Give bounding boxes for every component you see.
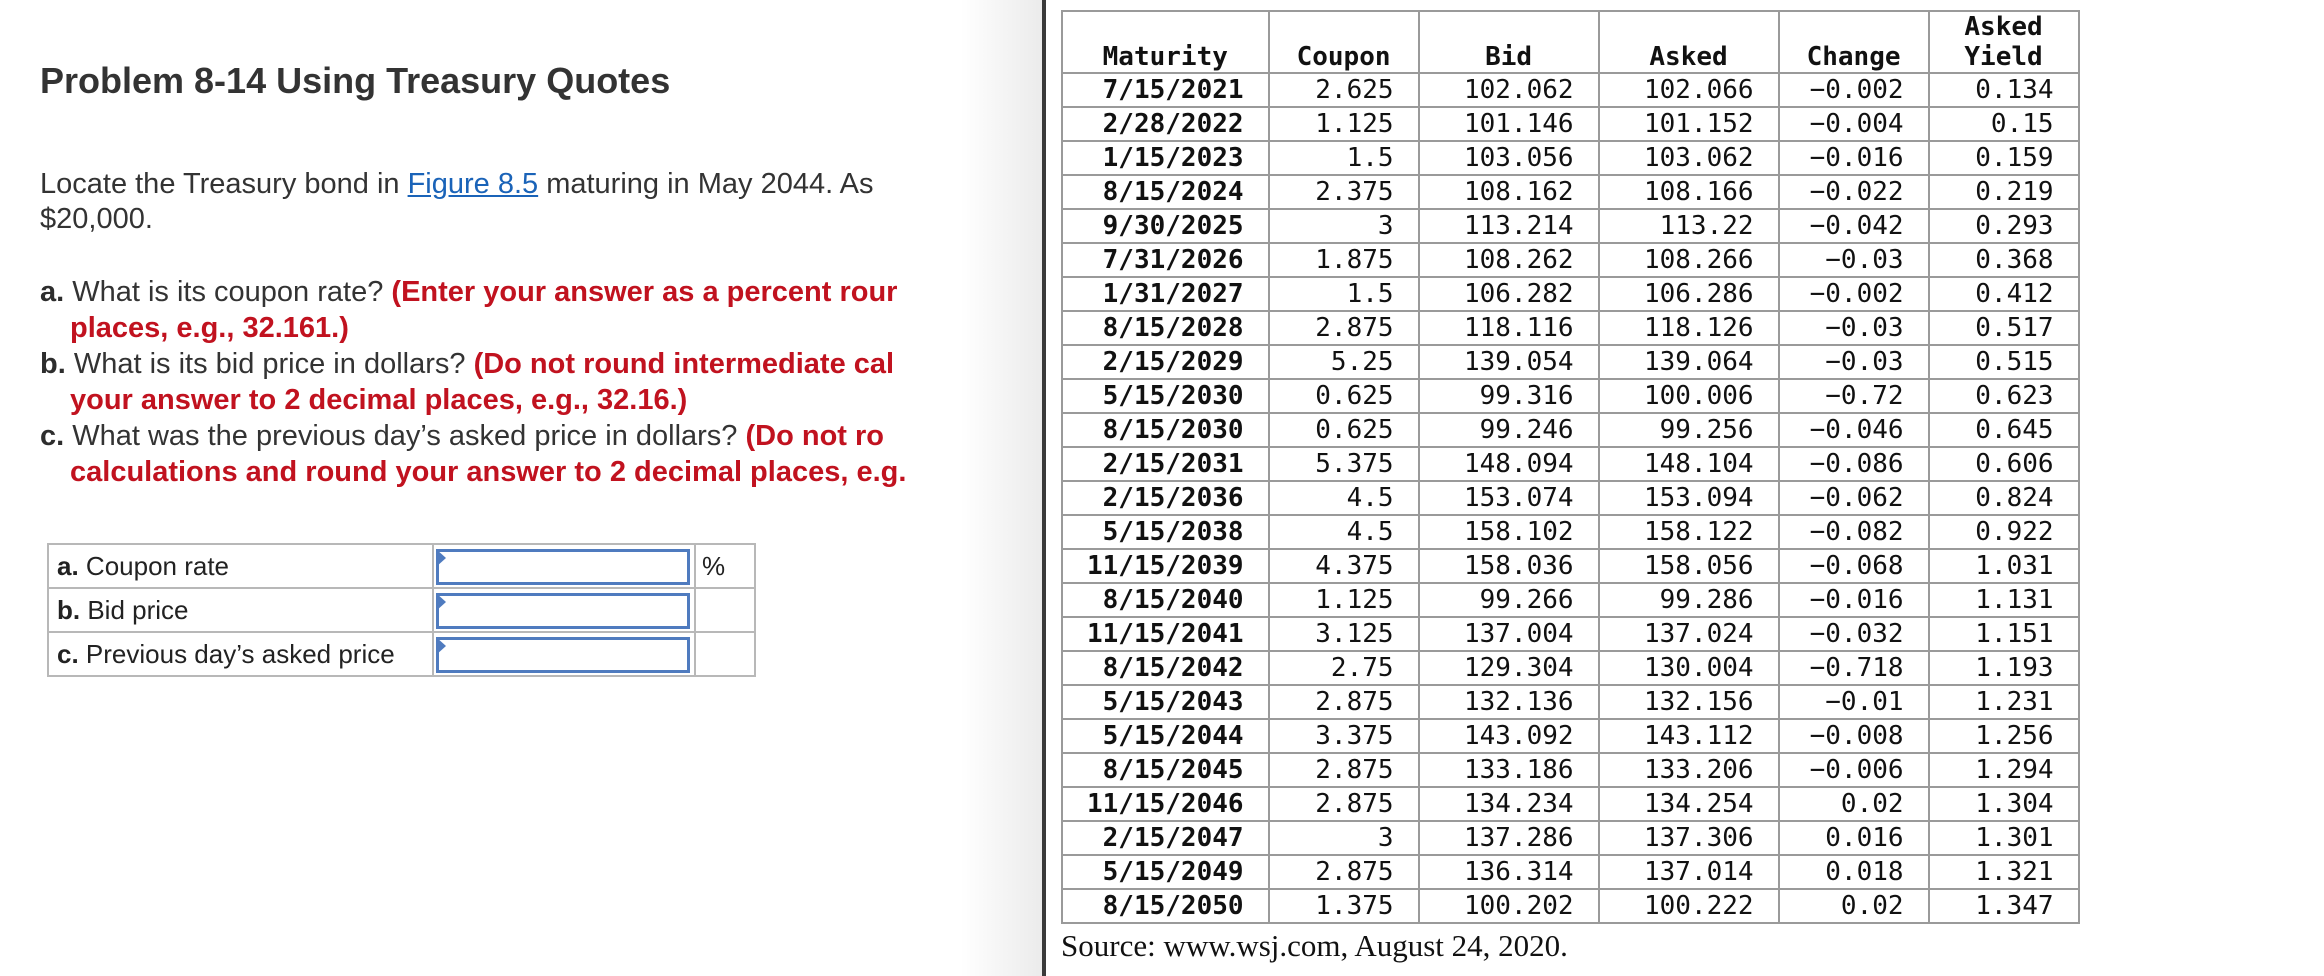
asked-yield-cell: 0.15 (1929, 107, 2079, 141)
input-marker-icon (436, 593, 446, 611)
change-cell: 0.02 (1779, 787, 1929, 821)
change-cell: −0.016 (1779, 583, 1929, 617)
question-a-instruction: (Enter your answer as a percent rour (391, 276, 898, 308)
problem-panel (0, 0, 1045, 976)
bid-cell: 139.054 (1419, 345, 1599, 379)
change-cell: −0.004 (1779, 107, 1929, 141)
change-cell: −0.032 (1779, 617, 1929, 651)
answer-row-coupon-rate (48, 544, 755, 588)
asked-cell: 99.256 (1599, 413, 1779, 447)
asked-cell: 101.152 (1599, 107, 1779, 141)
asked-yield-cell: 0.515 (1929, 345, 2079, 379)
quotes-body (1062, 73, 2079, 923)
change-cell: 0.018 (1779, 855, 1929, 889)
bid-price-unit (695, 588, 755, 632)
asked-cell: 143.112 (1599, 719, 1779, 753)
asked-cell: 106.286 (1599, 277, 1779, 311)
coupon-cell: 2.875 (1269, 855, 1419, 889)
change-cell: −0.086 (1779, 447, 1929, 481)
coupon-cell: 4.5 (1269, 481, 1419, 515)
answer-row-bid-price (48, 588, 755, 632)
asked-cell: 118.126 (1599, 311, 1779, 345)
change-cell: −0.002 (1779, 73, 1929, 107)
figure-link[interactable]: Figure 8.5 (407, 168, 539, 200)
maturity-cell: 2/28/2022 (1062, 107, 1269, 141)
asked-cell: 100.006 (1599, 379, 1779, 413)
table-row (1062, 583, 2079, 617)
question-c-instruction-cont: calculations and round your answer to 2 decimal places, e.g. (70, 456, 907, 488)
asked-cell: 153.094 (1599, 481, 1779, 515)
asked-cell: 139.064 (1599, 345, 1779, 379)
asked-yield-cell: 1.031 (1929, 549, 2079, 583)
header-bid: Bid (1419, 11, 1599, 73)
question-b-text: What is its bid price in dollars? (65, 348, 474, 380)
header-asked: Asked (1599, 11, 1779, 73)
maturity-cell: 5/15/2044 (1062, 719, 1269, 753)
coupon-cell: 1.5 (1269, 277, 1419, 311)
maturity-cell: 7/31/2026 (1062, 243, 1269, 277)
coupon-cell: 5.25 (1269, 345, 1419, 379)
maturity-cell: 9/30/2025 (1062, 209, 1269, 243)
asked-cell: 148.104 (1599, 447, 1779, 481)
bid-cell: 101.146 (1419, 107, 1599, 141)
prev-asked-price-input[interactable] (436, 637, 690, 673)
coupon-cell: 0.625 (1269, 413, 1419, 447)
change-cell: −0.72 (1779, 379, 1929, 413)
table-row (1062, 685, 2079, 719)
table-header-row (1062, 11, 2079, 73)
change-cell: 0.02 (1779, 889, 1929, 923)
change-cell: −0.022 (1779, 175, 1929, 209)
change-cell: 0.016 (1779, 821, 1929, 855)
bid-cell: 153.074 (1419, 481, 1599, 515)
asked-yield-cell: 0.412 (1929, 277, 2079, 311)
coupon-cell: 2.375 (1269, 175, 1419, 209)
bid-cell: 136.314 (1419, 855, 1599, 889)
maturity-cell: 5/15/2038 (1062, 515, 1269, 549)
coupon-cell: 1.375 (1269, 889, 1419, 923)
bid-cell: 99.266 (1419, 583, 1599, 617)
asked-yield-cell: 1.256 (1929, 719, 2079, 753)
asked-yield-cell: 0.623 (1929, 379, 2079, 413)
header-maturity: Maturity (1062, 11, 1269, 73)
table-row (1062, 141, 2079, 175)
change-cell: −0.002 (1779, 277, 1929, 311)
coupon-cell: 3.125 (1269, 617, 1419, 651)
table-row (1062, 311, 2079, 345)
table-row (1062, 379, 2079, 413)
treasury-quotes-table (1061, 10, 2080, 924)
coupon-cell: 2.875 (1269, 787, 1419, 821)
change-cell: −0.01 (1779, 685, 1929, 719)
table-row (1062, 787, 2079, 821)
asked-yield-cell: 1.301 (1929, 821, 2079, 855)
bid-cell: 118.116 (1419, 311, 1599, 345)
table-row (1062, 651, 2079, 685)
header-coupon: Coupon (1269, 11, 1419, 73)
maturity-cell: 5/15/2049 (1062, 855, 1269, 889)
coupon-rate-input[interactable] (436, 549, 690, 585)
coupon-cell: 1.5 (1269, 141, 1419, 175)
table-row (1062, 481, 2079, 515)
maturity-cell: 2/15/2036 (1062, 481, 1269, 515)
table-row (1062, 515, 2079, 549)
change-cell: −0.03 (1779, 311, 1929, 345)
bid-cell: 148.094 (1419, 447, 1599, 481)
change-cell: −0.03 (1779, 243, 1929, 277)
page-title: Problem 8-14 Using Treasury Quotes (40, 60, 671, 101)
asked-cell: 113.22 (1599, 209, 1779, 243)
question-b-label: b. (40, 348, 66, 380)
coupon-cell: 2.875 (1269, 753, 1419, 787)
change-cell: −0.082 (1779, 515, 1929, 549)
coupon-cell: 0.625 (1269, 379, 1419, 413)
asked-cell: 137.306 (1599, 821, 1779, 855)
asked-yield-cell: 1.304 (1929, 787, 2079, 821)
change-cell: −0.006 (1779, 753, 1929, 787)
coupon-rate-label: a. Coupon rate (48, 544, 433, 588)
bid-cell: 143.092 (1419, 719, 1599, 753)
coupon-cell: 1.125 (1269, 107, 1419, 141)
bid-cell: 133.186 (1419, 753, 1599, 787)
asked-yield-cell: 0.922 (1929, 515, 2079, 549)
table-row (1062, 447, 2079, 481)
question-a-text: What is its coupon rate? (64, 276, 392, 308)
asked-cell: 130.004 (1599, 651, 1779, 685)
maturity-cell: 8/15/2030 (1062, 413, 1269, 447)
maturity-cell: 2/15/2047 (1062, 821, 1269, 855)
table-row (1062, 617, 2079, 651)
table-row (1062, 107, 2079, 141)
asked-yield-cell: 0.368 (1929, 243, 2079, 277)
asked-cell: 132.156 (1599, 685, 1779, 719)
bid-cell: 158.102 (1419, 515, 1599, 549)
input-marker-icon (436, 549, 446, 567)
header-asked-yield: Asked Yield (1929, 11, 2079, 73)
figure-panel (1046, 0, 2324, 976)
coupon-cell: 2.625 (1269, 73, 1419, 107)
source-note: Source: www.wsj.com, August 24, 2020. (1061, 928, 1568, 963)
bid-cell: 108.162 (1419, 175, 1599, 209)
maturity-cell: 1/15/2023 (1062, 141, 1269, 175)
question-a (40, 274, 897, 310)
question-a-instruction-cont: places, e.g., 32.161.) (70, 312, 349, 344)
answer-table (47, 543, 756, 677)
coupon-cell: 5.375 (1269, 447, 1419, 481)
asked-yield-cell: 1.294 (1929, 753, 2079, 787)
asked-cell: 158.056 (1599, 549, 1779, 583)
change-cell: −0.008 (1779, 719, 1929, 753)
asked-yield-cell: 0.824 (1929, 481, 2079, 515)
bid-cell: 129.304 (1419, 651, 1599, 685)
asked-cell: 108.166 (1599, 175, 1779, 209)
table-row (1062, 209, 2079, 243)
question-c-text: What was the previous day’s asked price in dollars? (64, 420, 746, 452)
prev-asked-price-unit (695, 632, 755, 676)
maturity-cell: 8/15/2050 (1062, 889, 1269, 923)
change-cell: −0.068 (1779, 549, 1929, 583)
table-row (1062, 549, 2079, 583)
maturity-cell: 5/15/2043 (1062, 685, 1269, 719)
table-row (1062, 73, 2079, 107)
table-row (1062, 855, 2079, 889)
coupon-cell: 1.125 (1269, 583, 1419, 617)
asked-yield-cell: 0.606 (1929, 447, 2079, 481)
table-row (1062, 175, 2079, 209)
maturity-cell: 8/15/2045 (1062, 753, 1269, 787)
input-marker-icon (436, 637, 446, 655)
change-cell: −0.718 (1779, 651, 1929, 685)
change-cell: −0.03 (1779, 345, 1929, 379)
table-row (1062, 277, 2079, 311)
asked-yield-cell: 0.219 (1929, 175, 2079, 209)
asked-cell: 103.062 (1599, 141, 1779, 175)
table-row (1062, 413, 2079, 447)
table-row (1062, 821, 2079, 855)
asked-yield-cell: 0.134 (1929, 73, 2079, 107)
asked-yield-cell: 0.293 (1929, 209, 2079, 243)
table-row (1062, 345, 2079, 379)
bid-cell: 158.036 (1419, 549, 1599, 583)
maturity-cell: 8/15/2028 (1062, 311, 1269, 345)
intro-text: Locate the Treasury bond in (40, 168, 408, 200)
asked-yield-cell: 1.131 (1929, 583, 2079, 617)
bid-cell: 132.136 (1419, 685, 1599, 719)
maturity-cell: 11/15/2046 (1062, 787, 1269, 821)
bid-price-label: b. Bid price (48, 588, 433, 632)
question-c-label: c. (40, 420, 65, 452)
bid-cell: 102.062 (1419, 73, 1599, 107)
bid-cell: 137.004 (1419, 617, 1599, 651)
maturity-cell: 7/15/2021 (1062, 73, 1269, 107)
asked-cell: 134.254 (1599, 787, 1779, 821)
maturity-cell: 8/15/2042 (1062, 651, 1269, 685)
asked-cell: 99.286 (1599, 583, 1779, 617)
asked-cell: 137.024 (1599, 617, 1779, 651)
asked-yield-cell: 0.159 (1929, 141, 2079, 175)
asked-cell: 133.206 (1599, 753, 1779, 787)
bid-price-input[interactable] (436, 593, 690, 629)
asked-yield-cell: 1.193 (1929, 651, 2079, 685)
answer-row-prev-asked-price (48, 632, 755, 676)
asked-cell: 108.266 (1599, 243, 1779, 277)
table-row (1062, 889, 2079, 923)
problem-intro-line2: $20,000. (40, 203, 153, 235)
asked-yield-cell: 0.517 (1929, 311, 2079, 345)
bid-cell: 103.056 (1419, 141, 1599, 175)
maturity-cell: 2/15/2029 (1062, 345, 1269, 379)
question-a-label: a. (40, 276, 65, 308)
bid-cell: 106.282 (1419, 277, 1599, 311)
coupon-cell: 3 (1269, 209, 1419, 243)
panel-shadow (960, 0, 1042, 976)
maturity-cell: 2/15/2031 (1062, 447, 1269, 481)
asked-yield-cell: 1.347 (1929, 889, 2079, 923)
change-cell: −0.042 (1779, 209, 1929, 243)
change-cell: −0.016 (1779, 141, 1929, 175)
coupon-cell: 2.875 (1269, 311, 1419, 345)
bid-cell: 137.286 (1419, 821, 1599, 855)
maturity-cell: 11/15/2041 (1062, 617, 1269, 651)
asked-yield-cell: 1.321 (1929, 855, 2079, 889)
question-c-instruction: (Do not ro (745, 420, 885, 452)
question-c (40, 418, 884, 454)
table-row (1062, 753, 2079, 787)
change-cell: −0.046 (1779, 413, 1929, 447)
coupon-cell: 2.875 (1269, 685, 1419, 719)
maturity-cell: 5/15/2030 (1062, 379, 1269, 413)
bid-cell: 113.214 (1419, 209, 1599, 243)
bid-cell: 108.262 (1419, 243, 1599, 277)
asked-cell: 158.122 (1599, 515, 1779, 549)
maturity-cell: 11/15/2039 (1062, 549, 1269, 583)
coupon-cell: 3.375 (1269, 719, 1419, 753)
bid-cell: 99.316 (1419, 379, 1599, 413)
maturity-cell: 8/15/2024 (1062, 175, 1269, 209)
asked-cell: 137.014 (1599, 855, 1779, 889)
coupon-cell: 2.75 (1269, 651, 1419, 685)
percent-unit: % (695, 544, 755, 588)
asked-cell: 102.066 (1599, 73, 1779, 107)
header-change: Change (1779, 11, 1929, 73)
question-b (40, 346, 894, 382)
asked-yield-cell: 1.151 (1929, 617, 2079, 651)
asked-yield-cell: 0.645 (1929, 413, 2079, 447)
bid-cell: 134.234 (1419, 787, 1599, 821)
asked-cell: 100.222 (1599, 889, 1779, 923)
asked-yield-cell: 1.231 (1929, 685, 2079, 719)
question-b-instruction: (Do not round intermediate cal (473, 348, 895, 380)
problem-intro (40, 166, 873, 202)
intro-text-continued: maturing in May 2044. As (538, 168, 874, 200)
prev-asked-price-label: c. Previous day’s asked price (48, 632, 433, 676)
coupon-cell: 1.875 (1269, 243, 1419, 277)
question-b-instruction-cont: your answer to 2 decimal places, e.g., 32.16.) (70, 384, 688, 416)
bid-cell: 99.246 (1419, 413, 1599, 447)
coupon-cell: 4.5 (1269, 515, 1419, 549)
bid-cell: 100.202 (1419, 889, 1599, 923)
table-row (1062, 719, 2079, 753)
coupon-cell: 4.375 (1269, 549, 1419, 583)
coupon-cell: 3 (1269, 821, 1419, 855)
maturity-cell: 8/15/2040 (1062, 583, 1269, 617)
change-cell: −0.062 (1779, 481, 1929, 515)
table-row (1062, 243, 2079, 277)
maturity-cell: 1/31/2027 (1062, 277, 1269, 311)
